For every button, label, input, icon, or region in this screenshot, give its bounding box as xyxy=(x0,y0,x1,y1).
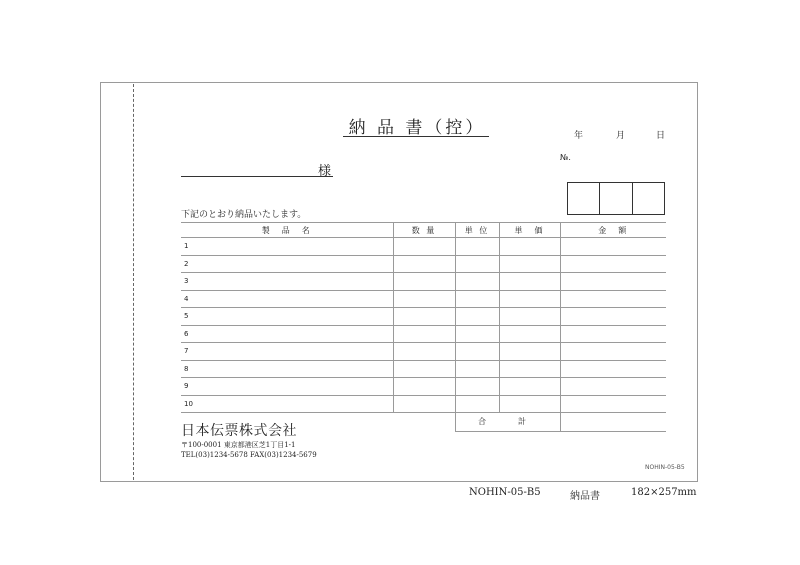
table-row xyxy=(181,325,666,343)
quantity-cell[interactable] xyxy=(393,360,455,378)
total-label: 合 計 xyxy=(455,413,561,431)
product-cell[interactable]: 10 xyxy=(181,395,393,413)
column-header-amount: 金 額 xyxy=(560,223,666,238)
unit-price-cell[interactable] xyxy=(499,290,560,308)
amount-cell[interactable] xyxy=(560,238,666,256)
column-header-unit: 単 位 xyxy=(455,223,499,238)
quantity-cell[interactable] xyxy=(393,255,455,273)
total-row xyxy=(455,413,666,432)
unit-cell[interactable] xyxy=(455,360,499,378)
product-cell[interactable]: 1 xyxy=(181,238,393,256)
quantity-cell[interactable] xyxy=(393,395,455,413)
form-title: 納 品 書（控） xyxy=(348,118,486,138)
amount-cell[interactable] xyxy=(560,378,666,396)
column-header-product: 製 品 名 xyxy=(181,223,393,238)
unit-price-cell[interactable] xyxy=(499,273,560,291)
quantity-cell[interactable] xyxy=(393,378,455,396)
table-row xyxy=(181,308,666,326)
quantity-cell[interactable] xyxy=(393,290,455,308)
table-row xyxy=(181,378,666,396)
amount-cell[interactable] xyxy=(560,290,666,308)
stamp-box[interactable] xyxy=(633,183,664,214)
unit-price-cell[interactable] xyxy=(499,395,560,413)
unit-cell[interactable] xyxy=(455,308,499,326)
title-underline xyxy=(343,136,489,137)
unit-cell[interactable] xyxy=(455,343,499,361)
table-row xyxy=(181,360,666,378)
caption-size: 182×257mm xyxy=(631,487,697,498)
amount-cell[interactable] xyxy=(560,360,666,378)
date-day-label: 日 xyxy=(656,131,666,141)
amount-cell[interactable] xyxy=(560,273,666,291)
perforation-line xyxy=(133,84,134,480)
column-header-unit-price: 単 価 xyxy=(499,223,560,238)
recipient-honorific: 様 xyxy=(318,164,332,179)
product-cell[interactable]: 3 xyxy=(181,273,393,291)
product-cell[interactable]: 5 xyxy=(181,308,393,326)
product-cell[interactable]: 8 xyxy=(181,360,393,378)
table-row xyxy=(181,395,666,413)
amount-cell[interactable] xyxy=(560,325,666,343)
table-row xyxy=(181,255,666,273)
unit-cell[interactable] xyxy=(455,378,499,396)
unit-price-cell[interactable] xyxy=(499,308,560,326)
recipient-line[interactable] xyxy=(181,176,333,177)
quantity-cell[interactable] xyxy=(393,238,455,256)
stamp-box[interactable] xyxy=(568,183,600,214)
unit-cell[interactable] xyxy=(455,273,499,291)
quantity-cell[interactable] xyxy=(393,325,455,343)
caption-name: 納品書 xyxy=(570,491,600,502)
table-row xyxy=(181,343,666,361)
unit-cell[interactable] xyxy=(455,395,499,413)
stamp-boxes[interactable] xyxy=(567,182,665,215)
company-phone: TEL(03)1234-5678 FAX(03)1234-5679 xyxy=(181,451,317,459)
unit-cell[interactable] xyxy=(455,325,499,343)
quantity-cell[interactable] xyxy=(393,308,455,326)
total-value-cell[interactable] xyxy=(561,413,666,431)
amount-cell[interactable] xyxy=(560,395,666,413)
unit-price-cell[interactable] xyxy=(499,325,560,343)
unit-cell[interactable] xyxy=(455,255,499,273)
product-cell[interactable]: 7 xyxy=(181,343,393,361)
unit-cell[interactable] xyxy=(455,290,499,308)
table-row xyxy=(181,238,666,256)
table-row xyxy=(181,290,666,308)
unit-price-cell[interactable] xyxy=(499,360,560,378)
amount-cell[interactable] xyxy=(560,308,666,326)
product-cell[interactable]: 4 xyxy=(181,290,393,308)
date-month-label: 月 xyxy=(616,131,626,141)
number-label: №. xyxy=(560,153,571,162)
unit-price-cell[interactable] xyxy=(499,255,560,273)
quantity-cell[interactable] xyxy=(393,273,455,291)
company-name: 日本伝票株式会社 xyxy=(181,423,297,439)
product-cell[interactable]: 2 xyxy=(181,255,393,273)
items-table xyxy=(181,222,666,413)
quantity-cell[interactable] xyxy=(393,343,455,361)
date-year-label: 年 xyxy=(574,131,584,141)
unit-price-cell[interactable] xyxy=(499,238,560,256)
company-address: 〒100-0001 東京都港区芝1丁目1-1 xyxy=(181,441,296,449)
unit-price-cell[interactable] xyxy=(499,343,560,361)
column-header-quantity: 数 量 xyxy=(393,223,455,238)
amount-cell[interactable] xyxy=(560,255,666,273)
table-row xyxy=(181,273,666,291)
unit-price-cell[interactable] xyxy=(499,378,560,396)
caption-code: NOHIN-05-B5 xyxy=(469,487,541,498)
amount-cell[interactable] xyxy=(560,343,666,361)
product-cell[interactable]: 6 xyxy=(181,325,393,343)
product-cell[interactable]: 9 xyxy=(181,378,393,396)
stamp-box[interactable] xyxy=(600,183,632,214)
form-code-small: NOHIN-05-B5 xyxy=(645,464,685,471)
unit-cell[interactable] xyxy=(455,238,499,256)
intro-text: 下記のとおり納品いたします。 xyxy=(181,210,307,220)
